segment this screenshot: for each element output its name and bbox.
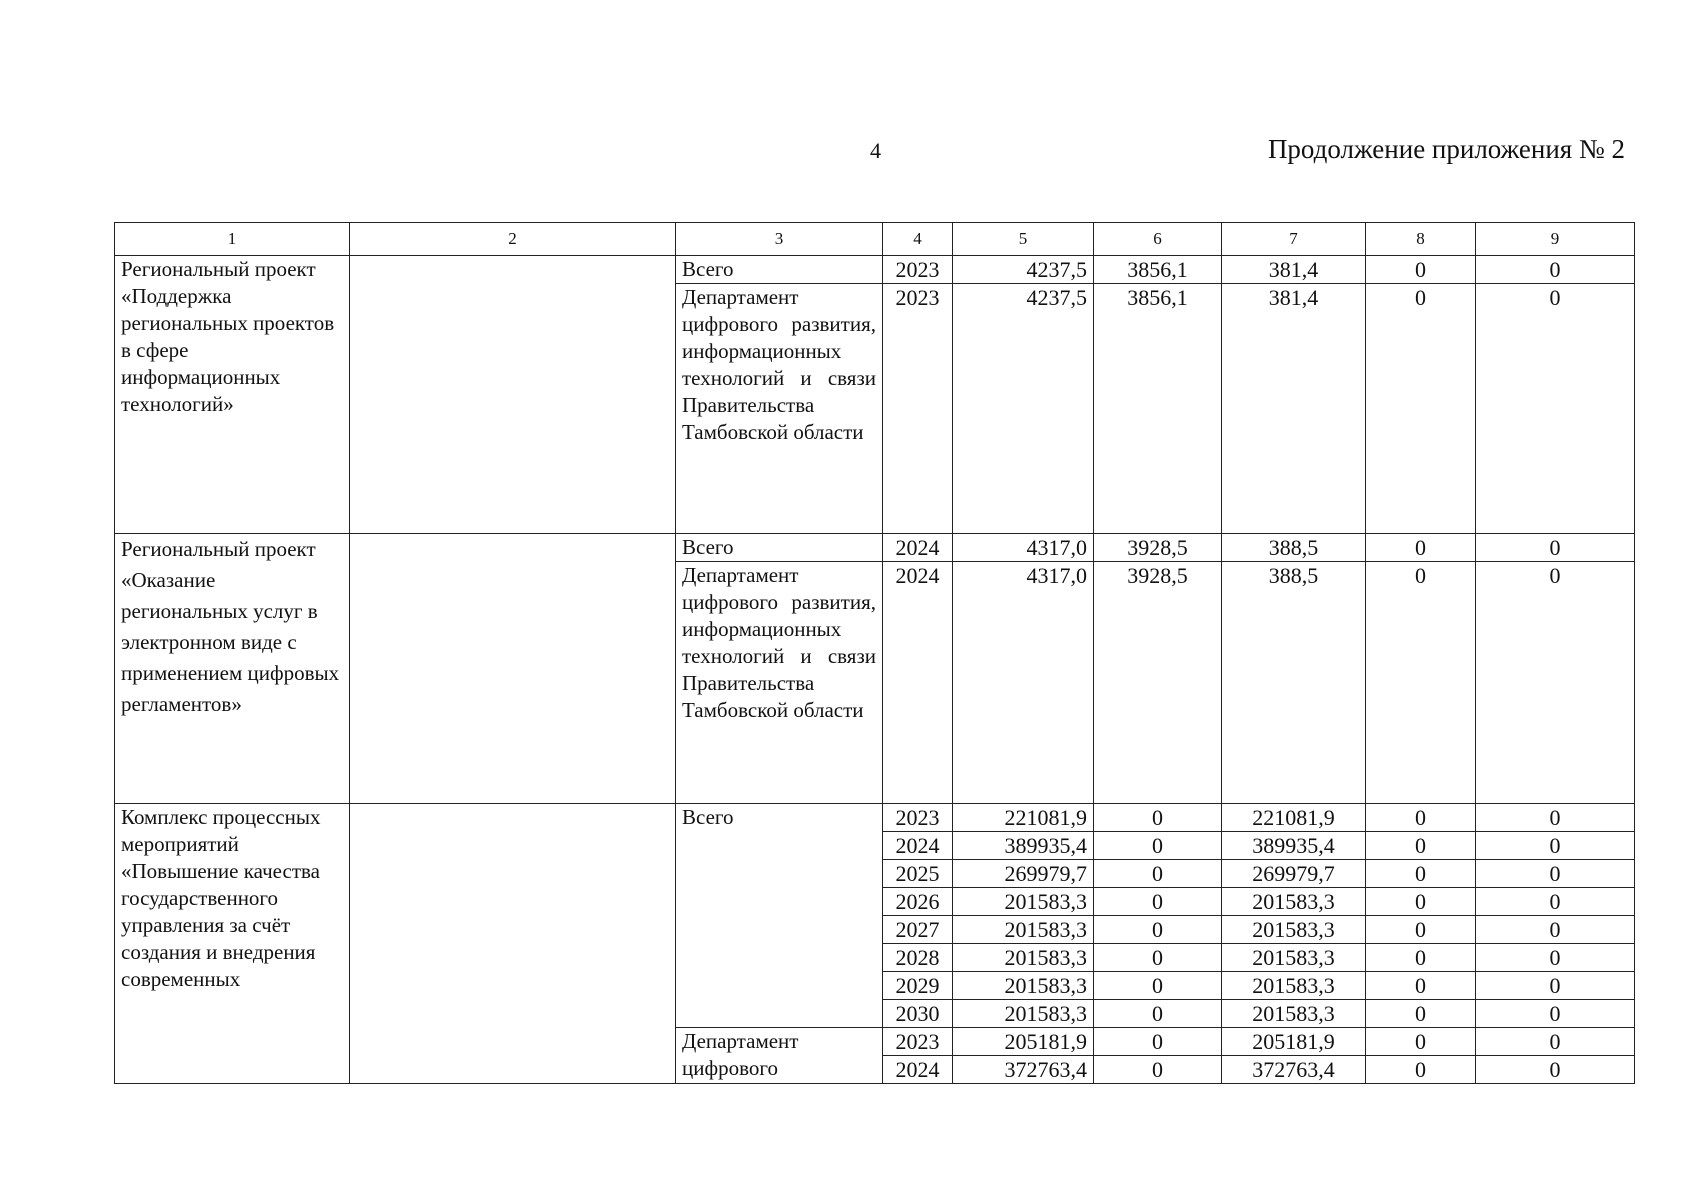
executor-cell: Всего	[676, 804, 883, 1028]
year-cell: 2023	[883, 1028, 953, 1056]
table-row	[115, 804, 1635, 832]
value-cell: 4237,5	[953, 284, 1094, 534]
value-cell: 0	[1366, 534, 1476, 562]
value-cell: 4237,5	[953, 256, 1094, 284]
value-cell: 0	[1476, 860, 1635, 888]
page-number: 4	[870, 138, 881, 163]
value-cell: 4317,0	[953, 534, 1094, 562]
value-cell: 0	[1476, 1056, 1635, 1084]
value-cell: 0	[1366, 1056, 1476, 1084]
value-cell: 389935,4	[1222, 832, 1366, 860]
column-header: 5	[953, 223, 1094, 256]
value-cell: 0	[1094, 1028, 1222, 1056]
value-cell: 201583,3	[953, 916, 1094, 944]
value-cell: 269979,7	[1222, 860, 1366, 888]
year-cell: 2028	[883, 944, 953, 972]
value-cell: 0	[1366, 1028, 1476, 1056]
value-cell: 0	[1476, 534, 1635, 562]
value-cell: 205181,9	[1222, 1028, 1366, 1056]
value-cell: 205181,9	[953, 1028, 1094, 1056]
budget-table	[114, 222, 1635, 1084]
value-cell: 388,5	[1222, 534, 1366, 562]
executor-cell: Департамент цифрового	[676, 1028, 883, 1084]
value-cell: 201583,3	[1222, 944, 1366, 972]
value-cell: 0	[1366, 1000, 1476, 1028]
value-cell: 389935,4	[953, 832, 1094, 860]
year-cell: 2023	[883, 256, 953, 284]
executor-cell: Всего	[676, 534, 883, 562]
value-cell: 201583,3	[1222, 888, 1366, 916]
value-cell: 0	[1476, 256, 1635, 284]
value-cell: 0	[1476, 832, 1635, 860]
value-cell: 3856,1	[1094, 284, 1222, 534]
value-cell: 221081,9	[953, 804, 1094, 832]
value-cell: 0	[1094, 804, 1222, 832]
value-cell: 372763,4	[1222, 1056, 1366, 1084]
year-cell: 2025	[883, 860, 953, 888]
appendix-continuation-note: Продолжение приложения № 2	[1267, 134, 1625, 164]
value-cell: 0	[1366, 972, 1476, 1000]
executor-cell: Департамент цифрового развития, информационных технологий и связи Правительства Тамбовской области	[676, 284, 883, 534]
column-header: 3	[676, 223, 883, 256]
value-cell: 0	[1476, 916, 1635, 944]
column-number-row	[115, 223, 1635, 256]
value-cell: 0	[1476, 888, 1635, 916]
value-cell: 0	[1366, 832, 1476, 860]
column-header: 4	[883, 223, 953, 256]
value-cell: 201583,3	[1222, 972, 1366, 1000]
table-row	[115, 534, 1635, 562]
value-cell: 201583,3	[953, 972, 1094, 1000]
column-header: 9	[1476, 223, 1635, 256]
value-cell: 0	[1094, 860, 1222, 888]
year-cell: 2024	[883, 562, 953, 804]
value-cell: 388,5	[1222, 562, 1366, 804]
value-cell: 0	[1476, 804, 1635, 832]
executor-cell: Департамент цифрового развития, информационных технологий и связи Правительства Тамбовской области	[676, 562, 883, 804]
value-cell: 3856,1	[1094, 256, 1222, 284]
value-cell: 3928,5	[1094, 534, 1222, 562]
year-cell: 2024	[883, 1056, 953, 1084]
value-cell: 0	[1094, 832, 1222, 860]
year-cell: 2026	[883, 888, 953, 916]
project-name: Комплекс процессных мероприятий «Повышение качества государственного управления за счёт создания и внедрения современных	[115, 804, 350, 1084]
year-cell: 2023	[883, 804, 953, 832]
year-cell: 2024	[883, 832, 953, 860]
value-cell: 0	[1366, 562, 1476, 804]
year-cell: 2024	[883, 534, 953, 562]
column-header: 7	[1222, 223, 1366, 256]
value-cell: 0	[1366, 888, 1476, 916]
year-cell: 2029	[883, 972, 953, 1000]
value-cell: 201583,3	[1222, 916, 1366, 944]
value-cell: 0	[1094, 972, 1222, 1000]
value-cell: 201583,3	[953, 944, 1094, 972]
value-cell: 381,4	[1222, 256, 1366, 284]
column-header: 6	[1094, 223, 1222, 256]
value-cell: 201583,3	[953, 1000, 1094, 1028]
empty-cell	[350, 256, 676, 534]
value-cell: 269979,7	[953, 860, 1094, 888]
value-cell: 372763,4	[953, 1056, 1094, 1084]
value-cell: 381,4	[1222, 284, 1366, 534]
column-header: 8	[1366, 223, 1476, 256]
value-cell: 201583,3	[1222, 1000, 1366, 1028]
year-cell: 2030	[883, 1000, 953, 1028]
value-cell: 0	[1366, 256, 1476, 284]
value-cell: 0	[1476, 1000, 1635, 1028]
value-cell: 0	[1366, 284, 1476, 534]
value-cell: 0	[1094, 1000, 1222, 1028]
value-cell: 0	[1476, 284, 1635, 534]
value-cell: 0	[1476, 944, 1635, 972]
value-cell: 0	[1366, 916, 1476, 944]
empty-cell	[350, 804, 676, 1084]
value-cell: 0	[1366, 944, 1476, 972]
year-cell: 2027	[883, 916, 953, 944]
project-name: Региональный проект «Поддержка региональных проектов в сфере информационных технологий»	[115, 256, 350, 534]
value-cell: 221081,9	[1222, 804, 1366, 832]
value-cell: 3928,5	[1094, 562, 1222, 804]
column-header: 2	[350, 223, 676, 256]
value-cell: 4317,0	[953, 562, 1094, 804]
value-cell: 0	[1366, 860, 1476, 888]
value-cell: 0	[1094, 1056, 1222, 1084]
table-row	[115, 256, 1635, 284]
column-header: 1	[115, 223, 350, 256]
project-name: Региональный проект «Оказание региональных услуг в электронном виде с применением цифровых регламентов»	[115, 534, 350, 804]
value-cell: 201583,3	[953, 888, 1094, 916]
value-cell: 0	[1476, 1028, 1635, 1056]
value-cell: 0	[1094, 916, 1222, 944]
executor-cell: Всего	[676, 256, 883, 284]
year-cell: 2023	[883, 284, 953, 534]
empty-cell	[350, 534, 676, 804]
value-cell: 0	[1094, 888, 1222, 916]
value-cell: 0	[1476, 972, 1635, 1000]
value-cell: 0	[1094, 944, 1222, 972]
value-cell: 0	[1366, 804, 1476, 832]
value-cell: 0	[1476, 562, 1635, 804]
